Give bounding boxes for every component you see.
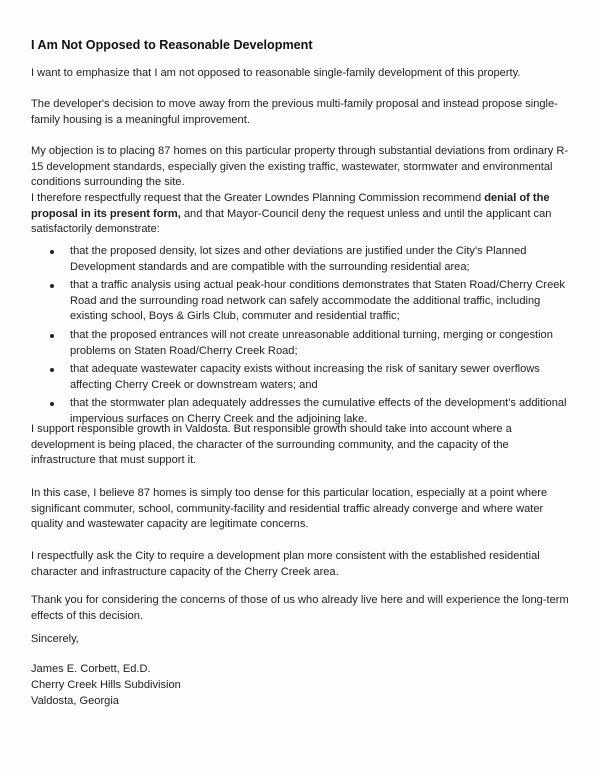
list-item: [31, 278, 576, 325]
list-item-text: that adequate wastewater capacity exists without increasing the risk of sanitary sewer overflows affecting Cherry Creek or downstream waters; and: [70, 363, 540, 391]
paragraph-developer-decision: The developer's decision to move away from the previous multi-family proposal and instead propose single-family housing is a meaningful improvement.: [31, 98, 558, 126]
list-item-text: that the stormwater plan adequately addresses the cumulative effects of the development's additional impervious surfaces on Cherry Creek and the adjoining lake.: [70, 397, 567, 425]
paragraph-thanks: Thank you for considering the concerns of those of us who already live here and will experience the long-term effects of this decision.: [31, 594, 569, 622]
paragraph-responsible-growth: I support responsible growth in Valdosta. But responsible growth should take into account where a development is being placed, the character of the surrounding community, and the capacity of the infrastructure that must support it.: [31, 423, 512, 467]
letter-heading: I Am Not Opposed to Reasonable Development: [31, 38, 313, 52]
demonstration-list: [31, 244, 576, 431]
signature-block: [31, 661, 331, 709]
paragraph-emphasis: I want to emphasize that I am not opposed to reasonable single-family development of this property.: [31, 67, 521, 79]
bullet-icon: [50, 402, 54, 406]
request-text-end: and that Mayor-Council deny the request unless and until the applicant can satisfactorily demonstrate:: [31, 207, 552, 236]
signature-location: Valdosta, Georgia: [31, 695, 119, 707]
paragraph-request: [31, 191, 576, 238]
list-item-text: that the proposed entrances will not create unreasonable additional turning, merging or congestion problems on Staten Road/Cherry Creek Road;: [70, 328, 553, 357]
bullet-icon: [50, 250, 54, 254]
paragraph-objection: My objection is to placing 87 homes on this particular property through substantial deviations from ordinary R-15 development standards, especially given the existing traffic, wastewater, stormwater and environmental conditions surrounding the site.: [31, 145, 569, 189]
closing-salutation: Sincerely,: [31, 633, 79, 645]
bullet-icon: [50, 334, 54, 338]
bullet-icon: [50, 368, 54, 372]
list-item-text: that the proposed density, lot sizes and other deviations are justified under the City's Planned Development standards and are compatible with the surrounding residential area;: [70, 245, 527, 273]
list-item: [31, 362, 576, 393]
list-item: [31, 244, 576, 275]
list-item-text: that a traffic analysis using actual peak-hour conditions demonstrates that Staten Road/Cherry Creek Road and the surrounding road network can safely accommodate the additional traffic, including existing school, Boys & Girls Club, commuter and residential traffic;: [70, 279, 565, 323]
signature-name: James E. Corbett, Ed.D.: [31, 663, 151, 675]
bullet-icon: [50, 284, 54, 288]
signature-subdivision: Cherry Creek Hills Subdivision: [31, 679, 181, 691]
request-text-start: I therefore respectfully request that the Greater Lowndes Planning Commission recommend: [31, 192, 485, 204]
request-text-bold: denial of the proposal in its present form,: [31, 192, 550, 220]
list-item: [31, 328, 576, 359]
paragraph-ask-city: I respectfully ask the City to require a development plan more consistent with the established residential character and infrastructure capacity of the Cherry Creek area.: [31, 550, 540, 578]
paragraph-density: In this case, I believe 87 homes is simply too dense for this particular location, especially at a point where significant commuter, school, community-facility and residential traffic already converge and where water quality and wastewater capacity are legitimate concerns.: [31, 487, 548, 531]
